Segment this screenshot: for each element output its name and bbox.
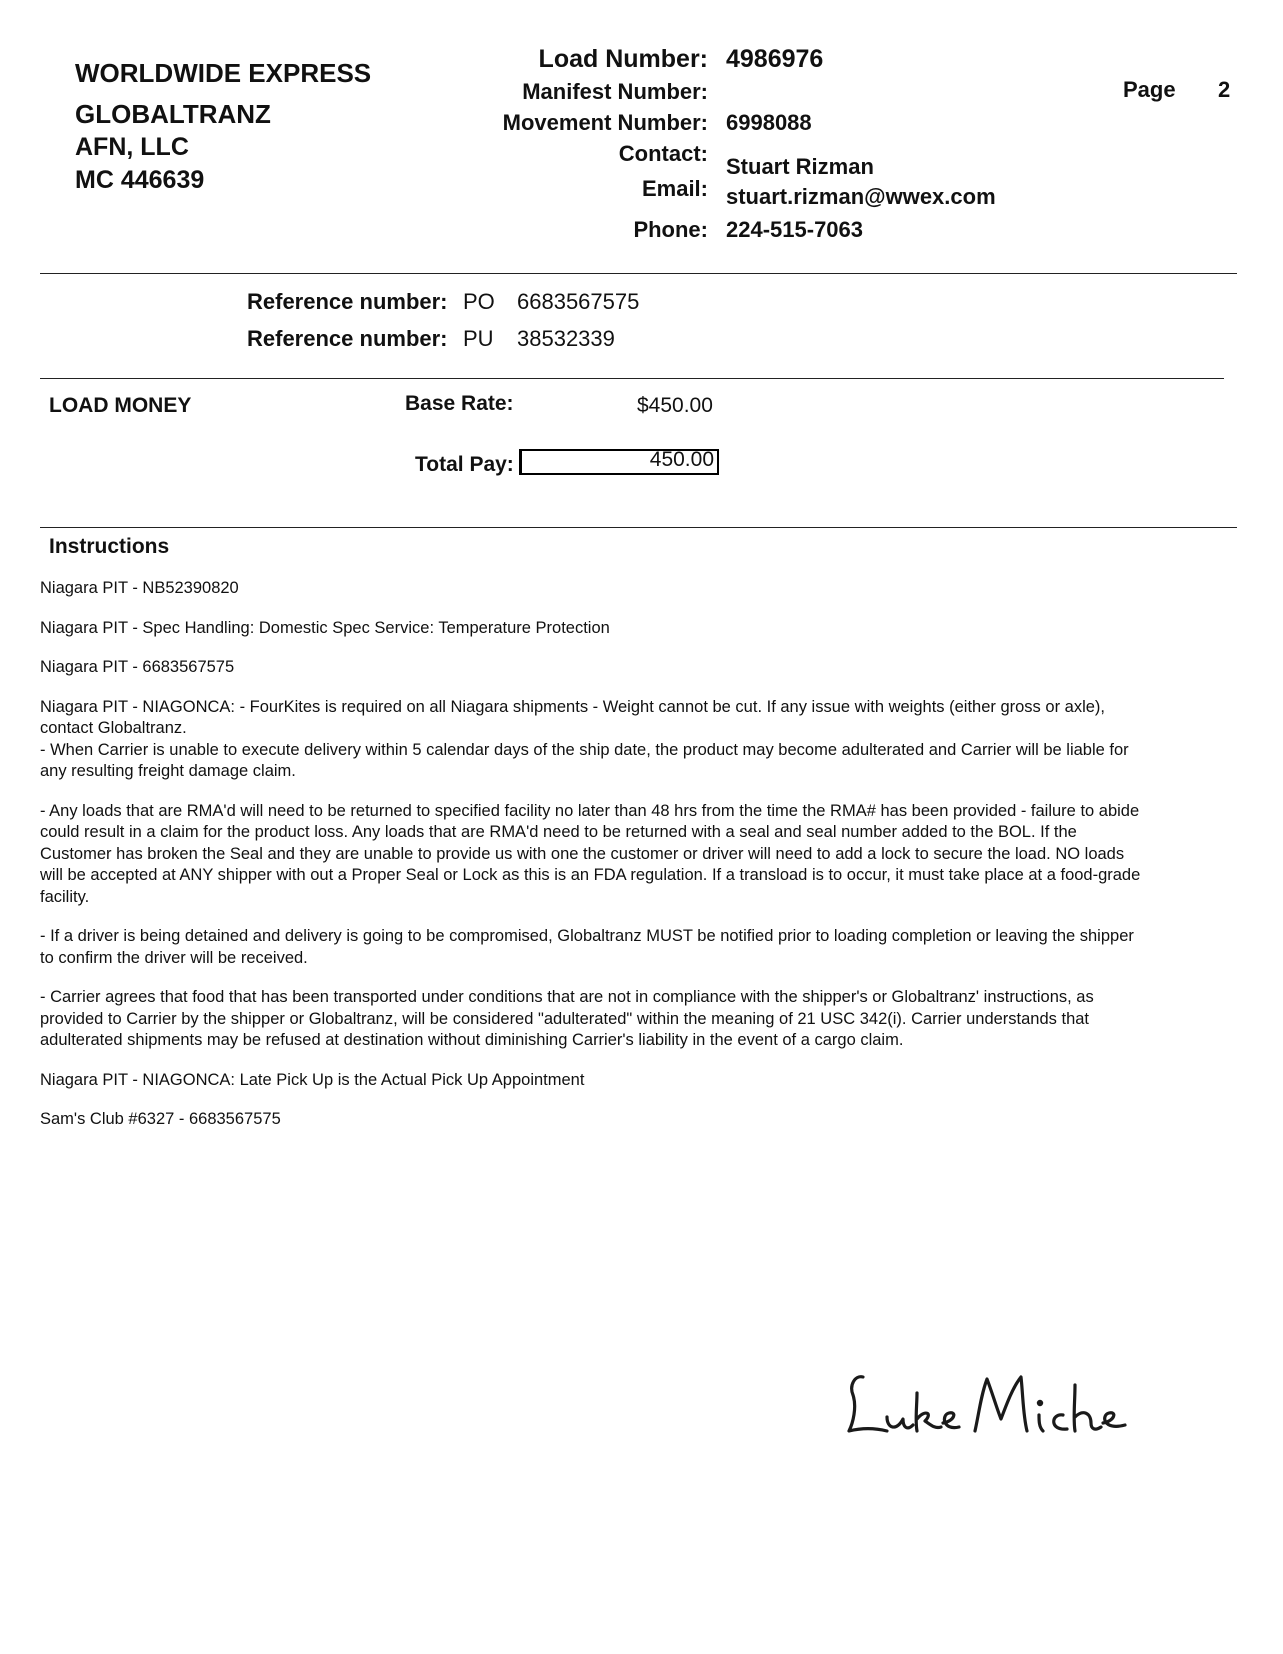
company-mc-number: MC 446639 [75, 166, 205, 194]
instructions-title: Instructions [49, 535, 170, 558]
reference-type: PO [463, 289, 495, 314]
contact-value: Stuart Rizman [726, 154, 874, 179]
signature-stroke [849, 1377, 887, 1431]
instructions-list [40, 578, 1150, 1149]
instruction-item: Niagara PIT - 6683567575 [40, 658, 235, 676]
company-subname: GLOBALTRANZ [75, 99, 271, 129]
reference-value: 38532339 [517, 326, 615, 351]
total-pay-value: 450.00 [649, 448, 714, 471]
instruction-item: - Carrier agrees that food that has been transported under conditions that are not in compliance with the shipper's or Globaltranz' instructions, as provided to Carrier by the shipper or Globaltranz, will be considered "adulterated" within the meaning of 21 USC 342(i). Carrier understands that adulterated shipments may be refused at destination without diminishing Carrier's liability in the event of a cargo claim. [40, 988, 1094, 1049]
divider [40, 527, 1237, 528]
email-value: stuart.rizman@wwex.com [726, 184, 996, 209]
divider [40, 273, 1237, 274]
signature-stroke [1074, 1385, 1101, 1431]
divider [40, 378, 1224, 379]
movement-number-value: 6998088 [726, 110, 812, 135]
movement-number-label: Movement Number: [502, 110, 708, 135]
instruction-item: - Any loads that are RMA'd will need to be returned to specified facility no later than 48 hrs from the time the RMA# has been provided - failure to abide could result in a claim for the product loss. Any loads that are RMA'd need to be returned with a seal and seal number added to the BOL. If the Customer has broken the Seal and they are unable to provide us with one the customer or driver will need to add a lock to secure the load. NO loads will be accepted at ANY shipper with out a Proper Seal or Lock as this is an FDA regulation. If a transload is to occur, it must take place at a food-grade facility. [40, 801, 1141, 906]
page-number: 2 [1218, 77, 1231, 102]
signature-stroke [1054, 1415, 1067, 1429]
instruction-item: Sam's Club #6327 - 6683567575 [40, 1110, 281, 1128]
signature-stroke [916, 1393, 941, 1431]
email-label: Email: [641, 176, 708, 201]
signature-stroke [975, 1377, 1027, 1431]
base-rate-label: Base Rate: [405, 392, 514, 415]
load-number-value: 4986976 [726, 45, 824, 73]
reference-value: 6683567575 [517, 289, 640, 314]
total-pay-label: Total Pay: [415, 453, 514, 476]
page-label: Page [1123, 77, 1176, 102]
signature-stroke [1038, 1401, 1041, 1404]
instruction-item: Niagara PIT - Spec Handling: Domestic Spec Service: Temperature Protection [40, 618, 610, 637]
phone-label: Phone: [633, 217, 708, 242]
load-money-title: LOAD MONEY [49, 394, 192, 417]
phone-value: 224-515-7063 [726, 217, 864, 242]
instruction-item: Niagara PIT - NIAGONCA: - FourKites is required on all Niagara shipments - Weight cannot be cut. If any issue with weights (either gross or axle), contact Globaltranz. [40, 697, 1105, 737]
signature-stroke [1039, 1415, 1043, 1431]
instruction-item: Niagara PIT - NB52390820 [40, 579, 239, 597]
reference-label: Reference number: [247, 289, 448, 314]
signature-stroke [943, 1413, 959, 1428]
reference-type: PU [463, 326, 494, 351]
company-entity: AFN, LLC [75, 133, 189, 161]
instruction-item: Niagara PIT - NIAGONCA: Late Pick Up is the Actual Pick Up Appointment [40, 1070, 585, 1089]
signature [845, 1365, 1135, 1445]
manifest-number-label: Manifest Number: [522, 79, 708, 104]
instruction-item: - When Carrier is unable to execute delivery within 5 calendar days of the ship date, the product may become adulterated and Carrier will be liable for any resulting freight damage claim. [40, 740, 1129, 780]
signature-stroke [1103, 1413, 1125, 1427]
company-name: WORLDWIDE EXPRESS [75, 58, 372, 88]
reference-label: Reference number: [247, 326, 448, 351]
instruction-item: - If a driver is being detained and delivery is going to be compromised, Globaltranz MUST be notified prior to loading completion or leaving the shipper to confirm the driver will be received. [40, 927, 1134, 967]
load-number-label: Load Number: [538, 45, 708, 73]
contact-label: Contact: [618, 141, 708, 166]
total-pay-box [519, 449, 719, 475]
base-rate-value: $450.00 [637, 394, 713, 417]
signature-stroke [887, 1417, 913, 1428]
